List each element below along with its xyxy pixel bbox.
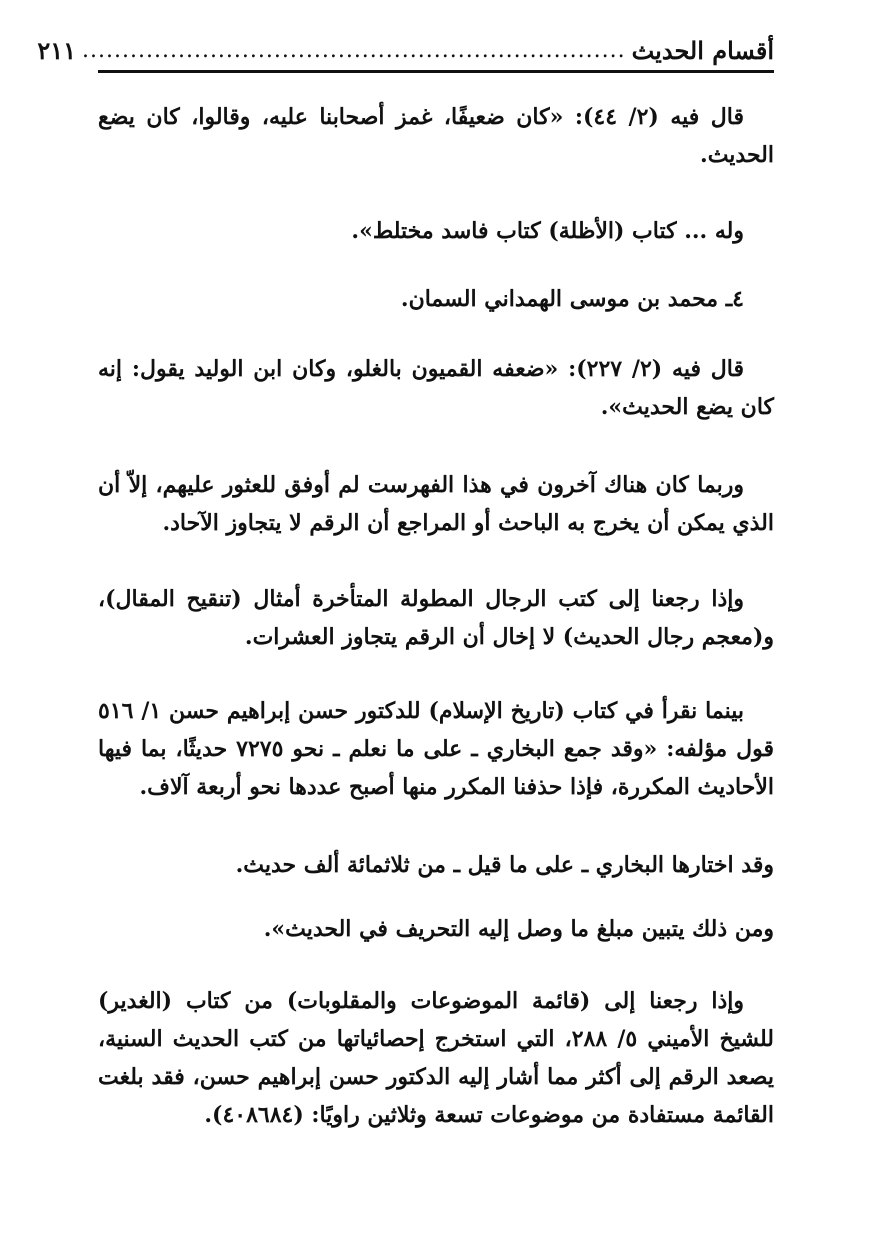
- header-dot-leader: ....................................................................: [82, 37, 626, 63]
- paragraph-2: وله ... كتاب (الأظلة) كتاب فاسد مختلط».: [351, 218, 744, 244]
- paragraph-7: بينما نقرأ في كتاب (تاريخ الإسلام) للدكتور حسن إبراهيم حسن ١/ ٥١٦ قول مؤلفه: «وقد جمع البخاري ـ على ما نعلم ـ نحو ٧٢٧٥ حديثًا، بما فيها الأحاديث المكررة، فإذا حذفنا المكرر منها أصبح عددها نحو أربعة آلاف.: [98, 698, 774, 800]
- running-header: [37, 30, 774, 73]
- paragraph-1: قال فيه (٢/ ٤٤): «كان ضعيفًا، غمز أصحابنا عليه، وقالوا، كان يضع الحديث.: [98, 104, 774, 168]
- page-number: ٢١١: [37, 35, 77, 65]
- paragraph-3-heading: ٤ـ محمد بن موسى الهمداني السمان.: [400, 286, 744, 312]
- paragraph-6: وإذا رجعنا إلى كتب الرجال المطولة المتأخرة أمثال (تنقيح المقال)، و(معجم رجال الحديث) لا إخال أن الرقم يتجاوز العشرات.: [98, 586, 774, 650]
- paragraph-5: وربما كان هناك آخرون في هذا الفهرست لم أوفق للعثور عليهم، إلاّ أن الذي يمكن أن يخرج به الباحث أو المراجع أن الرقم لا يتجاوز الآحاد.: [98, 472, 774, 536]
- paragraph-9: ومن ذلك يتبين مبلغ ما وصل إليه التحريف في الحديث».: [263, 916, 774, 942]
- paragraph-10: وإذا رجعنا إلى (قائمة الموضوعات والمقلوبات) من كتاب (الغدير) للشيخ الأميني ٥/ ٢٨٨، التي استخرج إحصائياتها من كتب الحديث السنية، يصعد الرقم إلى أكثر مما أشار إليه الدكتور حسن إبراهيم حسن، فقد بلغت القائمة مستفادة من موضوعات تسعة وثلاثين راويًا: (٤٠٨٦٨٤).: [98, 988, 775, 1128]
- paragraph-4: قال فيه (٢/ ٢٢٧): «ضعفه القميون بالغلو، وكان ابن الوليد يقول: إنه كان يضع الحديث».: [98, 356, 774, 420]
- chapter-title: أقسام الحديث: [631, 35, 774, 65]
- paragraph-8: وقد اختارها البخاري ـ على ما قيل ـ من ثلاثمائة ألف حديث.: [235, 852, 774, 878]
